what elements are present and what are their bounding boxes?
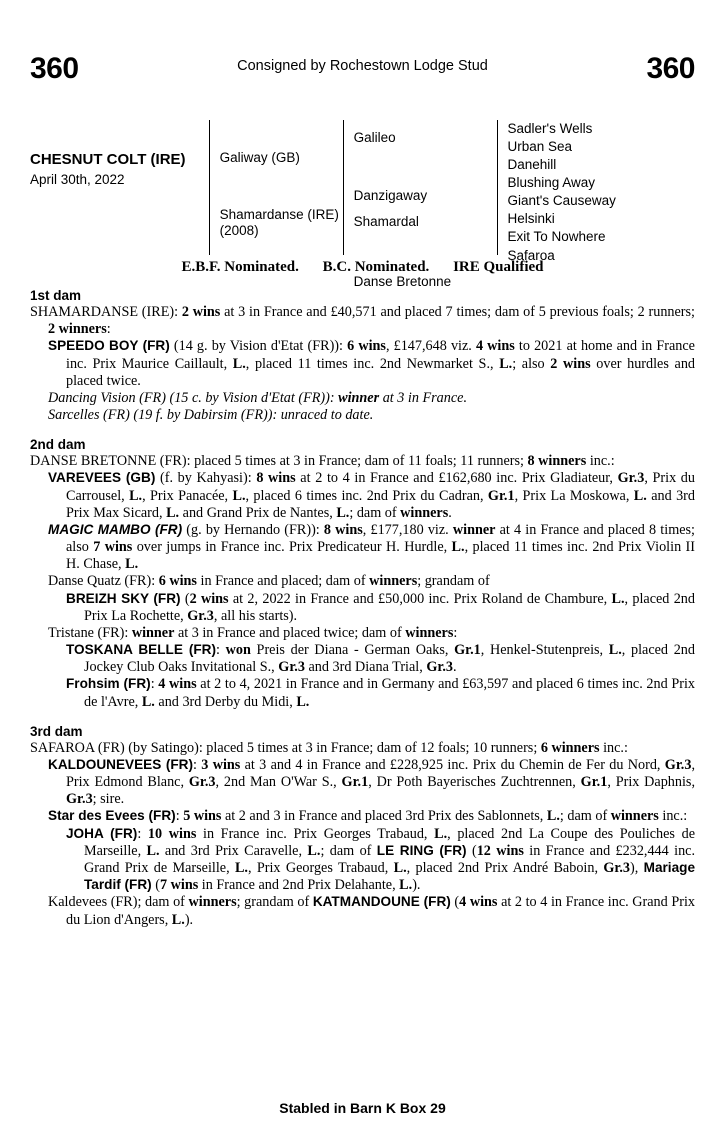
pedigree-parents-column — [209, 120, 343, 255]
pedigree-entry: SPEEDO BOY (FR) (14 g. by Vision d'Etat (FR)): 6 wins, £147,648 viz. 4 wins to 2021 at home and in France inc. Prix Maurice Caillault, L., placed 11 times inc. 2nd Newmarket S., L.; also 2 wins over hurdles and placed twice. — [48, 338, 696, 389]
pedigree-entry: TOSKANA BELLE (FR): won Preis der Diana - German Oaks, Gr.1, Henkel-Stutenpreis, L., placed 2nd Jockey Club Oaks Invitational S., Gr.3 and 3rd Diana Trial, Gr.3. — [66, 642, 695, 676]
pedigree-entry: Sarcelles (FR) (19 f. by Dabirsim (FR)): unraced to date. — [48, 407, 374, 424]
pedigree-entry: MAGIC MAMBO (FR) (g. by Hernando (FR)): 8 wins, £177,180 viz. winner at 4 in France and placed 8 times; also 7 wins over jumps in France inc. Prix Predicateur H. Hurdle, L., placed 11 times inc. 2nd Prix Violin II H. Chase, L. — [48, 521, 695, 573]
dam-section — [30, 437, 695, 711]
pedigree-entry: KALDOUNEVEES (FR): 3 wins at 3 and 4 in France and £228,925 inc. Prix du Chemin de Fer du Nord, Gr.3, Prix Edmond Blanc, Gr.3, 2nd Man O'War S., Gr.1, Dr Poth Bayerisches Zuchtrennen, Gr.1, Prix Daphnis, Gr.3; sire. — [48, 756, 696, 808]
lot-number-left: 360 — [30, 52, 79, 85]
sire-dam-name: Danzigaway — [353, 188, 428, 203]
pedigree-subject-column — [30, 120, 209, 255]
pedigree-entry: VAREVEES (GB) (f. by Kahyasi): 8 wins at 2 to 4 in France and £162,680 inc. Prix Gladiateur, Gr.3, Prix du Carrousel, L., Prix Panacée, L., placed 6 times inc. 2nd Prix du Cadran, Gr.1, Prix La Moskowa, L. and 3rd Prix Max Sicard, L. and Grand Prix de Nantes, L.; dam of winners. — [48, 470, 695, 521]
lot-number-right: 360 — [646, 52, 695, 85]
sire-sire-name: Galileo — [353, 130, 396, 145]
status-bc: B.C. Nominated. — [322, 259, 430, 275]
subject-name: CHESNUT COLT (IRE) — [30, 151, 186, 168]
pedigree-entry: SAFAROA (FR) (by Satingo): placed 5 times at 3 in France; dam of 12 foals; 10 runners; 6 winners inc.: — [30, 739, 628, 756]
great-grandparent-1: Sadler's Wells — [507, 121, 593, 136]
great-grandparent-6: Helsinki — [507, 211, 555, 227]
pedigree-great-grandparents-column — [497, 120, 696, 263]
pedigree-entry: Dancing Vision (FR) (15 c. by Vision d'Etat (FR)): winner at 3 in France. — [48, 389, 468, 406]
great-grandparent-2: Urban Sea — [507, 139, 573, 155]
catalogue-page — [0, 52, 725, 1130]
dam-dam-name: Danse Bretonne — [353, 274, 452, 289]
pedigree-entry: JOHA (FR): 10 wins in France inc. Prix Georges Trabaud, L., placed 2nd La Coupe des Pouliches de Marseille, L. and 3rd Prix Caravelle, L.; dam of LE RING (FR) (12 wins in France and £232,444 inc. Grand Prix de Marseille, L., Prix Georges Trabaud, L., placed 2nd Prix André Baboin, Gr.3), Mariage Tardif (FR) (7 wins in France and 2nd Prix Delahante, L.). — [66, 825, 696, 894]
pedigree-entry: BREIZH SKY (FR) (2 wins at 2, 2022 in France and £50,000 inc. Prix Roland de Chambure, L., placed 2nd Prix La Rochette, Gr.3, all his starts). — [66, 590, 695, 624]
pedigree-sections — [30, 288, 695, 929]
dam-section — [30, 288, 695, 424]
pedigree-entry: DANSE BRETONNE (FR): placed 5 times at 3 in France; dam of 11 foals; 11 runners; 8 winners inc.: — [30, 453, 615, 470]
pedigree-entry: SHAMARDANSE (IRE): 2 wins at 3 in France and £40,571 and placed 7 times; dam of 5 previous foals; 2 runners; 2 winners: — [30, 304, 695, 338]
section-spacer — [30, 711, 695, 720]
stabling-footer: Stabled in Barn K Box 29 — [279, 1100, 446, 1116]
status-ire: IRE Qualified — [453, 259, 544, 275]
great-grandparent-8: Safaroa — [507, 247, 555, 263]
dam-section-heading: 3rd dam — [30, 723, 83, 739]
great-grandparent-7: Exit To Nowhere — [507, 229, 606, 245]
subject-dob: April 30th, 2022 — [30, 171, 125, 187]
dam-section — [30, 724, 695, 929]
pedigree-entry: Star des Evees (FR): 5 wins at 2 and 3 in France and placed 3rd Prix des Sablonnets, L.; dam of winners inc.: — [48, 808, 688, 825]
status-ebf: E.B.F. Nominated. — [181, 259, 299, 275]
dam-section-heading: 1st dam — [30, 288, 82, 303]
section-spacer — [30, 424, 695, 433]
pedigree-entry: Tristane (FR): winner at 3 in France and placed twice; dam of winners: — [48, 624, 458, 641]
dam-section-heading: 2nd dam — [30, 437, 86, 453]
dam-name: Shamardanse (IRE) (2008) — [219, 207, 339, 238]
great-grandparent-4: Blushing Away — [507, 175, 596, 191]
pedigree-entry: Frohsim (FR): 4 wins at 2 to 4, 2021 in France and in Germany and £63,597 and placed 6 times inc. 2nd Prix de l'Avre, L. and 3rd Derby du Midi, L. — [66, 676, 695, 710]
great-grandparent-3: Danehill — [507, 157, 557, 173]
pedigree-entry: Kaldevees (FR); dam of winners; grandam of KATMANDOUNE (FR) (4 wins at 2 to 4 in France inc. Grand Prix du Lion d'Angers, L.). — [48, 894, 695, 928]
dam-sire-name: Shamardal — [353, 214, 419, 229]
consignor-line: Consigned by Rochestown Lodge Stud — [237, 58, 488, 74]
sire-name: Galiway (GB) — [219, 150, 300, 165]
pedigree-entry: Danse Quatz (FR): 6 wins in France and placed; dam of winners; grandam of — [48, 573, 490, 590]
page-header — [30, 52, 695, 104]
great-grandparent-5: Giant's Causeway — [507, 193, 616, 209]
